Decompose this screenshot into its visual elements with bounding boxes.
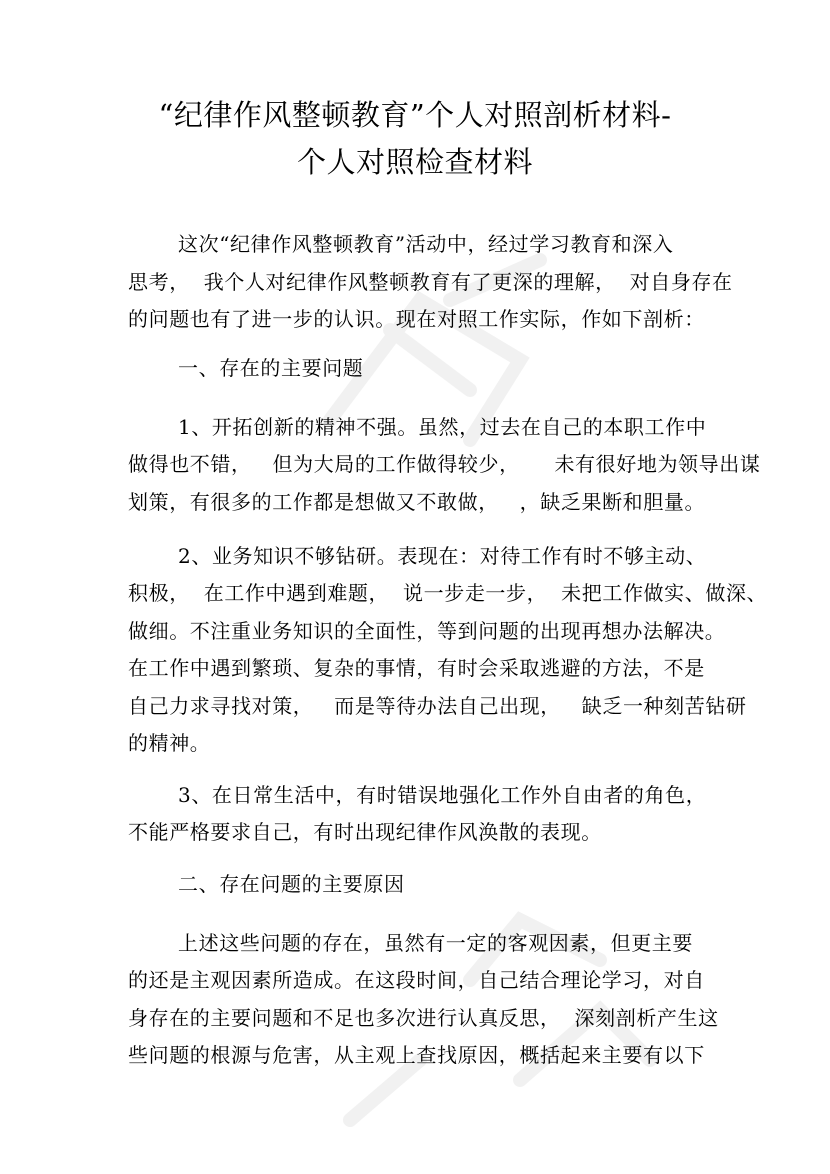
paragraph-2-line-3: 身存在的主要问题和不足也多次进行认真反思， 深刻剖析产生这 bbox=[128, 1006, 719, 1030]
paragraph-2-line-1: 上述这些问题的存在，虽然有一定的客观因素，但更主要 bbox=[178, 931, 693, 955]
paragraph-1-line-1: 这次“纪律作风整顿教育”活动中，经过学习教育和深入 bbox=[178, 232, 674, 256]
item-2-line-2: 积极， 在工作中遇到难题， 说一步走一步， 未把工作做实、做深、 bbox=[128, 581, 768, 605]
paragraph-1-line-3: 的问题也有了进一步的认识。现在对照工作实际，作如下剖析： bbox=[128, 307, 705, 331]
item-2-line-4: 在工作中遇到繁琐、复杂的事情，有时会采取逃避的方法，不是 bbox=[128, 656, 705, 680]
section-heading-2: 二、存在问题的主要原因 bbox=[178, 872, 405, 896]
paragraph-2-line-4: 些问题的根源与危害，从主观上查找原因，概括起来主要有以下 bbox=[128, 1043, 705, 1067]
item-1-line-2: 做得也不错， 但为大局的工作做得较少， 未有很好地为领导出谋 bbox=[128, 452, 761, 476]
item-1-line-3: 划策，有很多的工作都是想做又不敢做， ，缺乏果断和胆量。 bbox=[128, 490, 706, 514]
title-line-2: 个人对照检查材料 bbox=[296, 145, 533, 179]
section-heading-1: 一、存在的主要问题 bbox=[178, 356, 364, 380]
paragraph-1-line-2: 思考， 我个人对纪律作风整顿教育有了更深的理解， 对自身存在 bbox=[128, 270, 733, 294]
document-title bbox=[60, 92, 770, 186]
item-1-line-1: 1、开拓创新的精神不强。虽然，过去在自己的本职工作中 bbox=[178, 415, 707, 439]
title-line-1: “纪律作风整顿教育”个人对照剖析材料- bbox=[158, 98, 672, 132]
item-2-line-6: 的精神。 bbox=[128, 731, 211, 755]
item-2-line-5: 自己力求寻找对策， 而是等待办法自己出现， 缺乏一种刻苦钻研 bbox=[128, 694, 747, 718]
paragraph-2-line-2: 的还是主观因素所造成。在这段时间，自己结合理论学习，对自 bbox=[128, 968, 705, 992]
item-2-line-3: 做细。不注重业务知识的全面性，等到问题的出现再想办法解决。 bbox=[128, 619, 726, 643]
item-2-line-1: 2、业务知识不够钻研。表现在：对待工作有时不够主动、 bbox=[178, 544, 707, 568]
item-3-line-1: 3、在日常生活中，有时错误地强化工作外自由者的角色， bbox=[178, 783, 707, 807]
item-3-line-2: 不能严格要求自己，有时出现纪律作风涣散的表现。 bbox=[128, 820, 602, 844]
